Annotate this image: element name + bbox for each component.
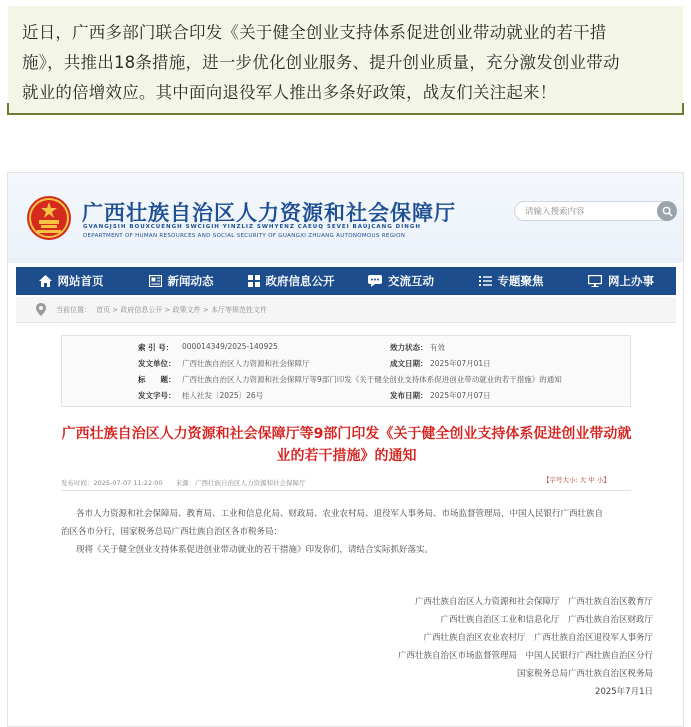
nav-item-label: 专题聚焦 xyxy=(497,274,544,288)
breadcrumb xyxy=(16,297,676,323)
nav-item-gov-info[interactable] xyxy=(236,267,346,295)
corner-bracket-right xyxy=(660,103,684,115)
chat-icon xyxy=(368,275,382,287)
signer-line-5: 国家税务总局广西壮族自治区税务局 xyxy=(516,669,653,679)
intro-line-1: 近日，广西多部门联合印发《关于健全创业支持体系促进创业带动就业的若干措 xyxy=(22,23,607,42)
sign-date: 2025年7月1日 xyxy=(595,687,653,697)
news-icon xyxy=(149,275,162,287)
signer-line-2: 广西壮族自治区工业和信息化厅 广西壮族自治区财政厅 xyxy=(440,615,653,625)
search-button[interactable] xyxy=(657,201,677,221)
national-emblem-icon xyxy=(26,195,72,241)
breadcrumb-path[interactable]: 首页 > 政府信息公开 > 政策文件 > 本厅等规范性文件 xyxy=(96,306,267,314)
corner-bracket-left xyxy=(7,103,31,115)
nav-item-label: 政府信息公开 xyxy=(265,274,335,288)
meta-issuer-value: 广西壮族自治区人力资源和社会保障厅 xyxy=(182,359,310,368)
site-subtitle-english: DEPARTMENT OF HUMAN RESOURCES AND SOCIAL SECURITY OF GUANGXI ZHUANG AUTONOMOUS REGION xyxy=(83,233,406,239)
grid-icon xyxy=(248,275,260,287)
intro-line-3: 就业的倍增效应。其中面向退役军人推出多条好政策，战友们关注起来！ xyxy=(22,83,557,102)
home-icon xyxy=(39,275,52,287)
location-pin-icon xyxy=(36,303,46,316)
divider xyxy=(61,490,631,491)
document-title-line-1: 广西壮族自治区人力资源和社会保障厅等9部门印发《关于健全创业支持体系促进创业带动就 xyxy=(61,426,632,442)
document-title xyxy=(38,423,655,467)
site-header xyxy=(8,173,683,263)
meta-issuer-key: 发文单位： xyxy=(138,359,176,368)
breadcrumb-label: 当前位置： xyxy=(56,306,91,314)
nav-item-online-service[interactable] xyxy=(566,267,676,295)
nav-item-topics[interactable] xyxy=(456,267,566,295)
signer-line-3: 广西壮族自治区农业农村厅 广西壮族自治区退役军人事务厅 xyxy=(423,633,653,643)
meta-created-value: 2025年07月01日 xyxy=(430,359,491,368)
site-title: 广西壮族自治区人力资源和社会保障厅 xyxy=(82,201,456,225)
nav-item-interaction[interactable] xyxy=(346,267,456,295)
nav-item-home[interactable] xyxy=(16,267,126,295)
font-size-switcher[interactable]: 【字号大小: 大 中 小】 xyxy=(543,476,610,484)
signer-line-4: 广西壮族自治区市场监督管理局 中国人民银行广西壮族自治区分行 xyxy=(397,651,653,661)
signer-line-1: 广西壮族自治区人力资源和社会保障厅 广西壮族自治区教育厅 xyxy=(414,597,653,607)
intro-line-2: 施》，共推出18条措施，进一步优化创业服务、提升创业质量，充分激发创业带动 xyxy=(22,53,620,72)
meta-index-value: 000014349/2025-140925 xyxy=(182,342,278,351)
main-nav xyxy=(16,267,676,295)
body-para-2: 现将《关于健全创业支持体系促进创业带动就业的若干措施》印发你们，请结合实际抓好落实。 xyxy=(76,545,434,555)
search-icon xyxy=(662,206,673,217)
body-para-1-line-2: 治区各市分行，国家税务总局广西壮族自治区各市税务局： xyxy=(61,527,283,537)
site-subtitle-pinyin: GVANGJSIH BOUXCUENGH SWCIGIH YINZLIZ SWHYENZ CAEUQ SEVEI BAUJCANG DINGH xyxy=(83,224,422,230)
meta-created-key: 成文日期： xyxy=(390,359,428,368)
meta-validity-value: 有效 xyxy=(430,343,445,352)
webpage-screenshot xyxy=(7,172,684,727)
body-para-1-line-1: 各市人力资源和社会保障局、教育局、工业和信息化局、财政局、农业农村局、退役军人事务局、市场监督管理局，中国人民银行广西壮族自 xyxy=(76,509,604,519)
nav-item-label: 网站首页 xyxy=(57,274,104,288)
meta-published-key: 发布日期： xyxy=(390,391,428,400)
search-input[interactable] xyxy=(514,201,676,221)
document-title-line-2: 业的若干措施》的通知 xyxy=(276,448,417,464)
intro-box xyxy=(8,6,683,115)
list-icon xyxy=(479,275,492,287)
meta-published-value: 2025年07月07日 xyxy=(430,391,491,400)
meta-validity-key: 效力状态： xyxy=(390,343,428,352)
nav-item-label: 网上办事 xyxy=(608,274,654,288)
monitor-icon xyxy=(588,275,602,287)
nav-item-news[interactable] xyxy=(126,267,236,295)
meta-docno-key: 发文字号： xyxy=(138,391,176,400)
publish-info: 发布时间：2025-07-07 11:22:00 来源：广西壮族自治区人力资源和社会保障厅 xyxy=(61,479,306,487)
search-placeholder: 请输入搜索内容 xyxy=(525,207,585,217)
meta-subject-value: 广西壮族自治区人力资源和社会保障厅等9部门印发《关于健全创业支持体系促进创业带动就业的若干措施》的通知 xyxy=(182,375,562,384)
meta-docno-value: 桂人社发〔2025〕26号 xyxy=(182,391,264,400)
nav-item-label: 交流互动 xyxy=(388,274,434,288)
document-meta-table xyxy=(61,335,631,407)
meta-index-key: 索 引 号： xyxy=(138,343,174,352)
nav-item-label: 新闻动态 xyxy=(167,274,214,288)
meta-subject-key: 标 题： xyxy=(138,375,176,384)
